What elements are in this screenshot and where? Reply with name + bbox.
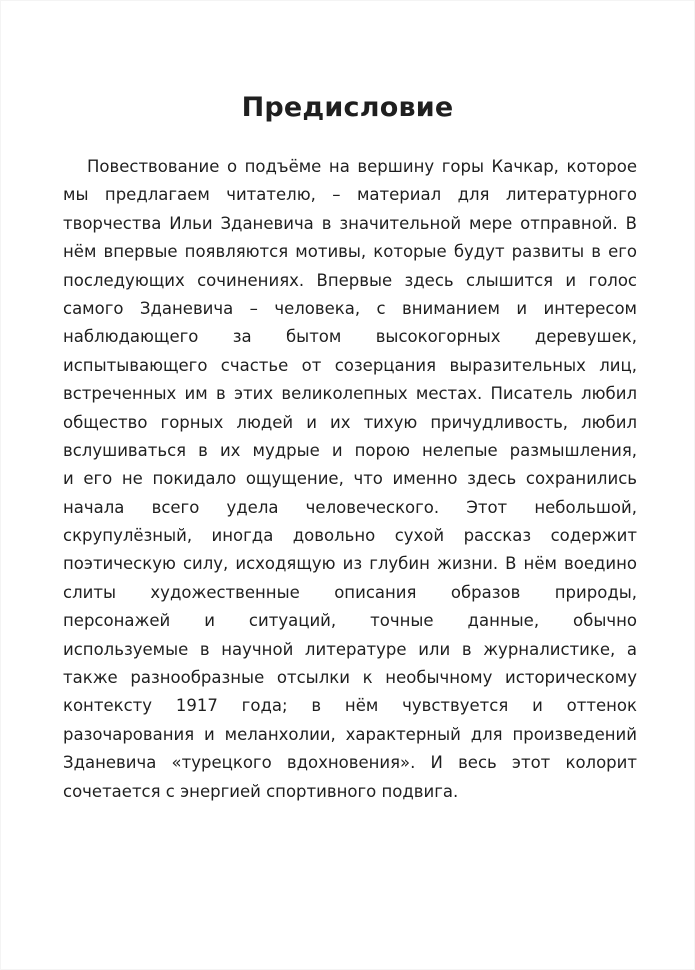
text-line: Зданевича «турецкого вдохновения». И весь этот колорит — [63, 753, 637, 773]
page-title: Предисловие — [241, 92, 454, 123]
text-line: вслушиваться в их мудрые и порою нелепые размышления, — [63, 440, 637, 460]
text-line: встреченных им в этих великолепных местах. Писатель любил — [63, 384, 637, 404]
text-line: самого Зданевича – человека, с вниманием и интересом — [63, 298, 637, 318]
text-line: используемые в научной литературе или в журналистике, а — [63, 639, 637, 659]
text-line: также разнообразные отсылки к необычному историческому — [63, 668, 637, 688]
text-line: слиты художественные описания образов природы, — [63, 582, 637, 602]
text-line: разочарования и меланхолии, характерный для произведений — [63, 724, 637, 744]
text-line: наблюдающего за бытом высокогорных деревушек, — [63, 327, 637, 347]
text-line: начала всего удела человеческого. Этот небольшой, — [63, 497, 637, 517]
text-line: общество горных людей и их тихую причудливость, любил — [63, 412, 637, 432]
text-line: контексту 1917 года; в нём чувствуется и оттенок — [63, 696, 637, 716]
text-line: испытывающего счастье от созерцания выразительных лиц, — [63, 355, 637, 375]
text-line: мы предлагаем читателю, – материал для литературного — [63, 185, 637, 205]
text-line: поэтическую силу, исходящую из глубин жизни. В нём воедино — [63, 554, 637, 574]
text-line: и его не покидало ощущение, что именно здесь сохранились — [63, 469, 637, 489]
text-line: творчества Ильи Зданевича в значительной мере отправной. В — [63, 213, 637, 233]
text-line: сочетается с энергией спортивного подвига. — [63, 781, 459, 801]
text-line: персонажей и ситуаций, точные данные, обычно — [63, 611, 637, 631]
preface-paragraph — [63, 153, 637, 806]
text-line: Повествование о подъёме на вершину горы Качкар, которое — [87, 157, 637, 176]
text-line: последующих сочинениях. Впервые здесь слышится и голос — [63, 270, 637, 290]
text-line: скрупулёзный, иногда довольно сухой рассказ содержит — [63, 526, 637, 546]
text-line: нём впервые появляются мотивы, которые будут развиты в его — [63, 242, 637, 262]
